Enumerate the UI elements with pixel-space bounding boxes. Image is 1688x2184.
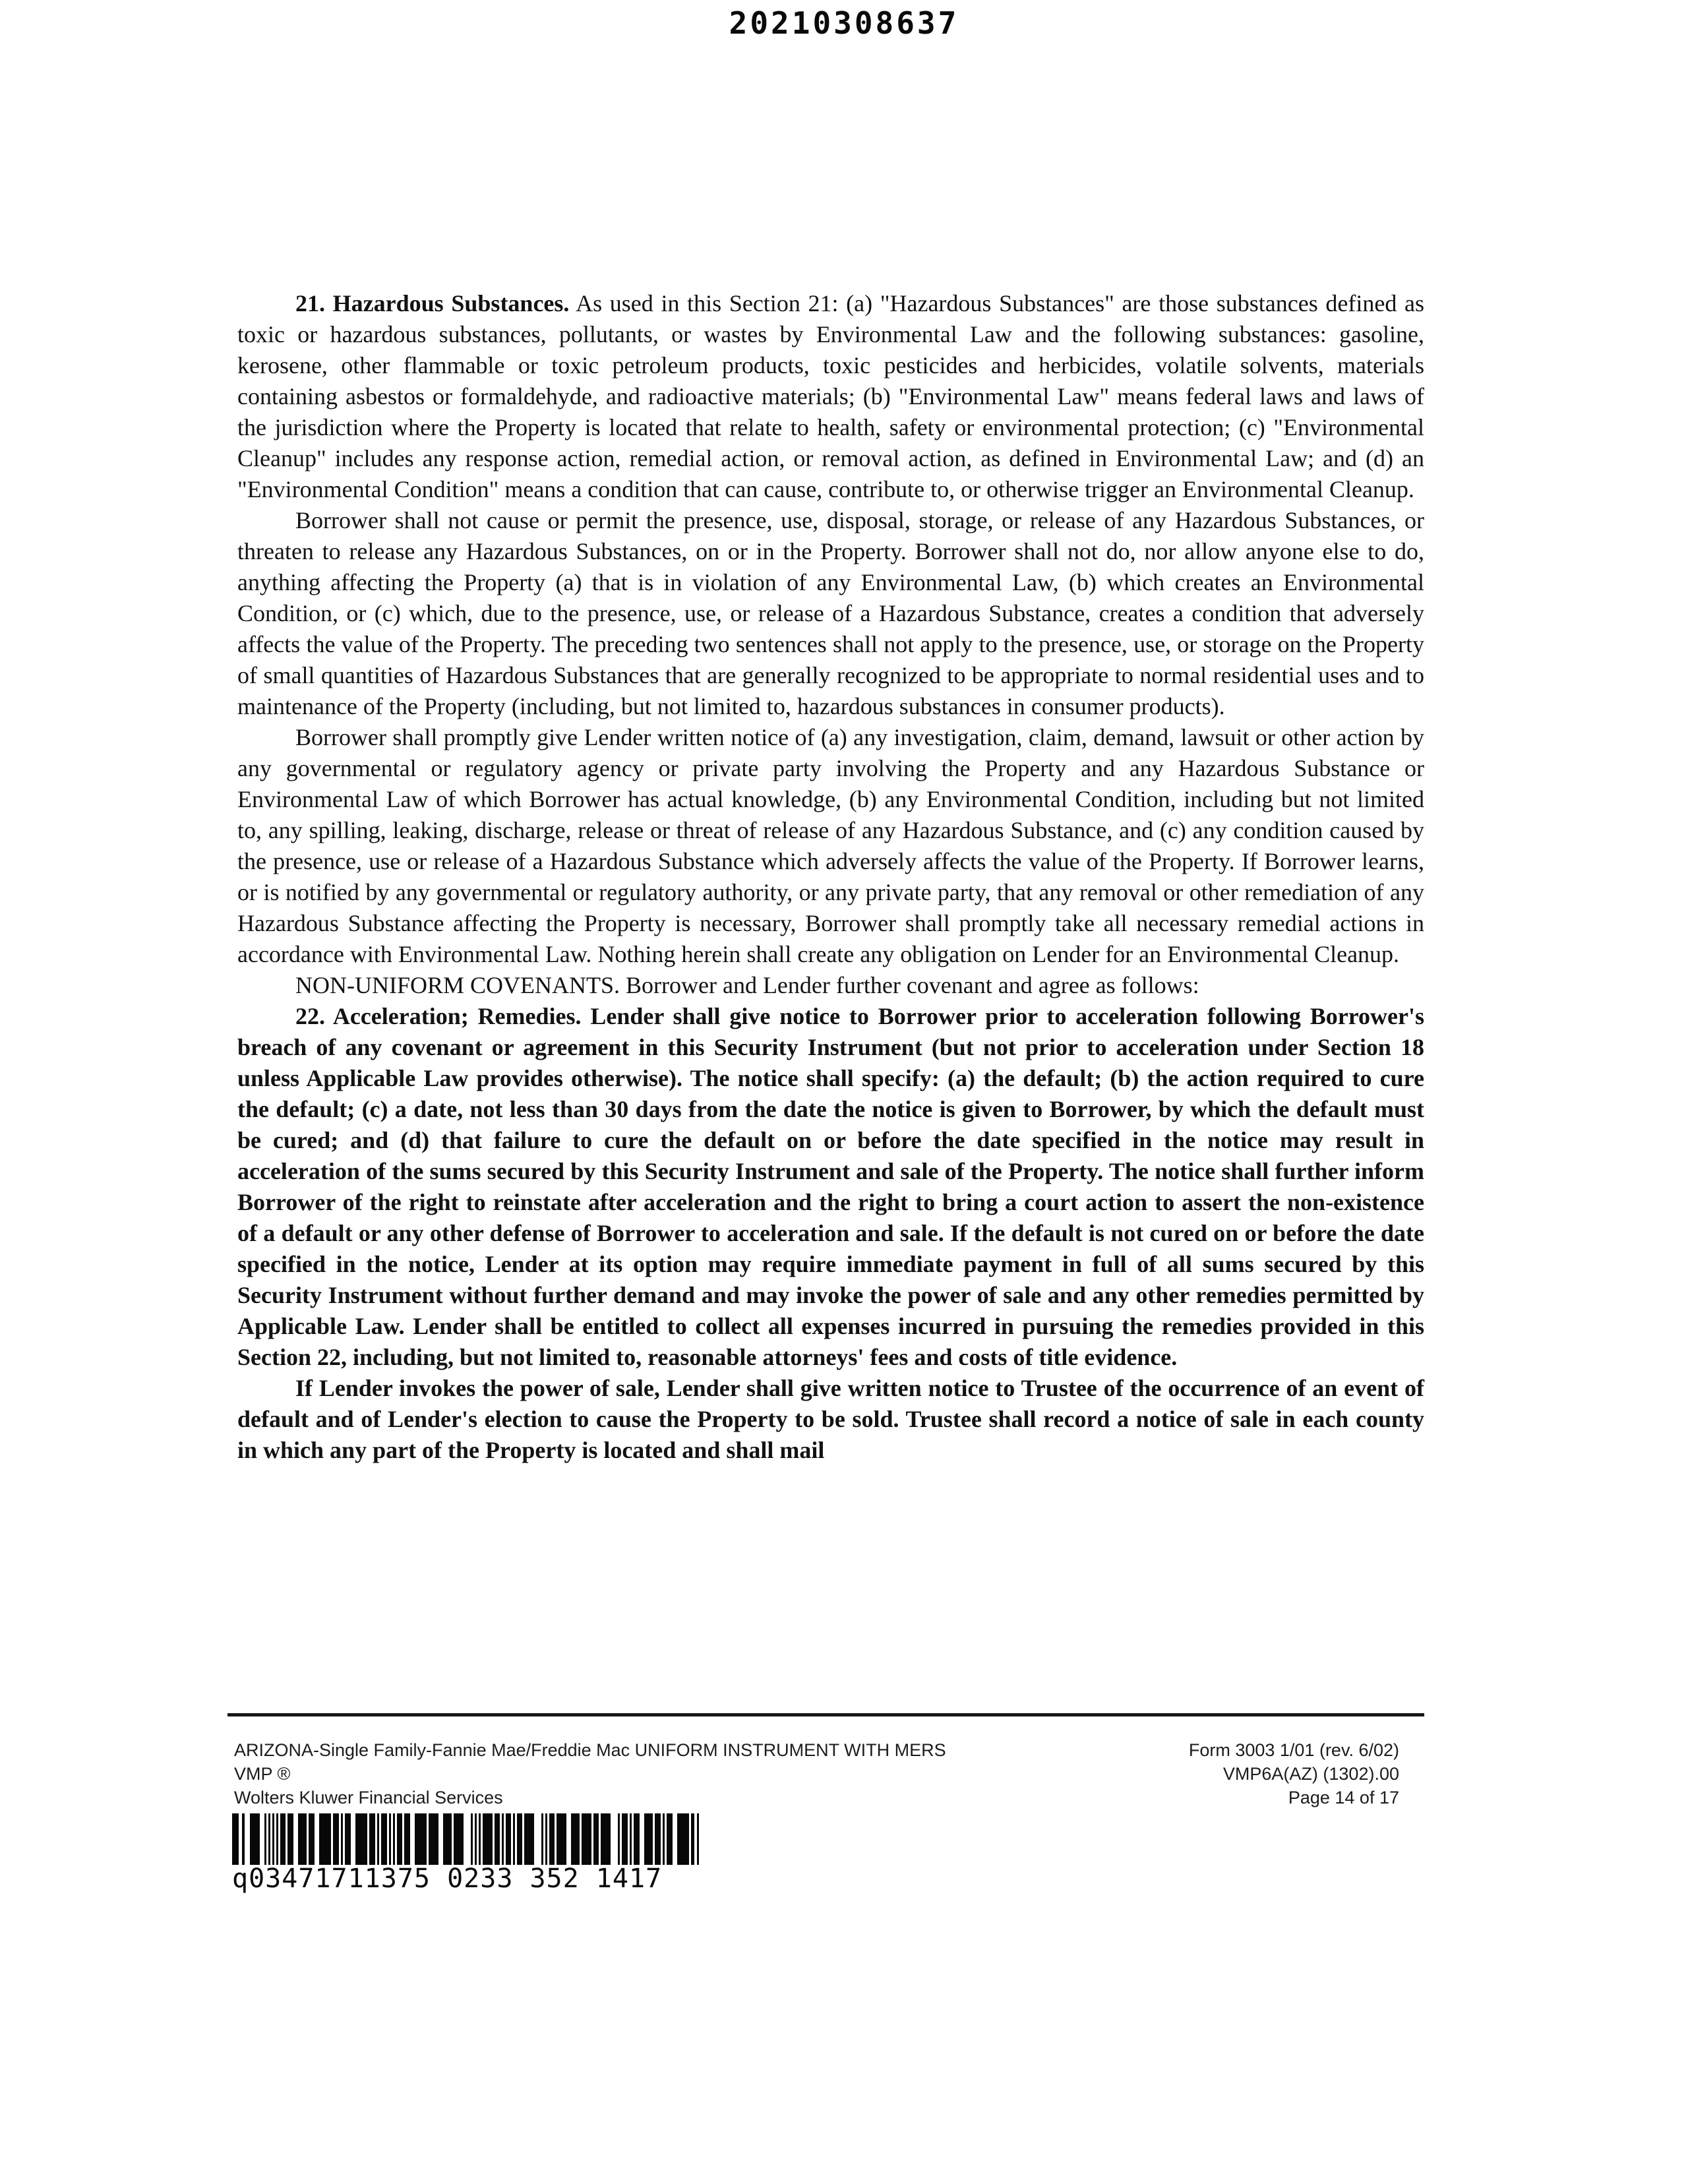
barcode-bar (557, 1813, 566, 1865)
barcode-gap (534, 1813, 541, 1865)
paragraph (237, 505, 1424, 722)
barcode-bar (454, 1813, 464, 1865)
barcode-bar (667, 1813, 673, 1865)
barcode-bar (549, 1813, 555, 1865)
footer-page-number: Page 14 of 17 (1288, 1788, 1399, 1807)
barcode-gap (464, 1813, 471, 1865)
barcode-gap (315, 1813, 319, 1865)
barcode-gap (260, 1813, 264, 1865)
barcode-bar (495, 1813, 500, 1865)
barcode-bar (309, 1813, 315, 1865)
barcode-bar (524, 1813, 534, 1865)
paragraph (237, 722, 1424, 970)
paragraph (237, 970, 1424, 1001)
barcode-bar (250, 1813, 260, 1865)
paragraph-text: Borrower shall not cause or permit the presence, use, disposal, storage, or release of any Hazardous Substances, or threaten to release any Hazardous Substances, on or in the Property. Borrower shall not do, nor allow anyone else to do, anything affecting the Property (a) that is in violation of any Environmental Law, (b) which creates an Environmental Condition, or (c) which, due to the presence, use, or release of a Hazardous Substance, creates a condition that adversely affects the value of the Property. The preceding two sentences shall not apply to the presence, use, or storage on the Property of small quantities of Hazardous Substances that are generally recognized to be appropriate to normal residential uses and to maintenance of the Property (including, but not limited to, hazardous substances in consumer products). (237, 507, 1424, 719)
barcode-bar (443, 1813, 452, 1865)
barcode-bar (622, 1813, 628, 1865)
barcode-bar (415, 1813, 427, 1865)
barcode-bar (280, 1813, 286, 1865)
barcode-bar (571, 1813, 580, 1865)
barcode-bar (601, 1813, 611, 1865)
barcode-bar (593, 1813, 599, 1865)
document-body (237, 288, 1424, 1466)
barcode-bar (677, 1813, 689, 1865)
barcode-bar (333, 1813, 339, 1865)
barcode-bar (483, 1813, 493, 1865)
barcode-gap (351, 1813, 355, 1865)
barcode-gap (410, 1813, 415, 1865)
barcode-bar (381, 1813, 387, 1865)
barcode-gap (673, 1813, 677, 1865)
barcode-bar (697, 1813, 699, 1865)
paragraph-text: Borrower shall promptly give Lender written notice of (a) any investigation, claim, demand, lawsuit or other action by any governmental or regulatory agency or private party involving the Property and any Hazardous Substance or Environmental Law of which Borrower has actual knowledge, (b) any Environmental Condition, including but not limited to, any spilling, leaking, discharge, release or threat of release of any Hazardous Substance, and (c) any condition caused by the presence, use or release of a Hazardous Substance which adversely affects the value of the Property. If Borrower learns, or is notified by any governmental or regulatory authority, or any private party, that any removal or other remediation of any Hazardous Substance affecting the Property is necessary, Borrower shall promptly take all necessary remedial actions in accordance with Environmental Law. Nothing herein shall create any obligation on Lender for an Environmental Cleanup. (237, 724, 1424, 967)
footer-services-label: Wolters Kluwer Financial Services (234, 1788, 503, 1807)
barcode-bar (517, 1813, 522, 1865)
barcode-bar (298, 1813, 307, 1865)
paragraph-text: As used in this Section 21: (a) "Hazardous Substances" are those substances defined as toxic or hazardous substances, pollutants, or wastes by Environmental Law and the following substances: gasoline, kerosene, other flammable or toxic petroleum products, toxic pesticides and herbicides, volatile solvents, materials containing asbestos or formaldehyde, and radioactive materials; (b) "Environmental Law" means federal laws and laws of the jurisdiction where the Property is located that relate to health, safety or environmental protection; (c) "Environmental Cleanup" includes any response action, remedial action, or removal action, as defined in Environmental Law; and (d) an "Environmental Condition" means a condition that can cause, contribute to, or otherwise trigger an Environmental Cleanup. (237, 290, 1424, 502)
barcode-gap (566, 1813, 571, 1865)
footer-instrument-title: ARIZONA-Single Family-Fannie Mae/Freddie Mac UNIFORM INSTRUMENT WITH MERS (234, 1740, 946, 1760)
barcode-bar (287, 1813, 293, 1865)
barcode-bar (397, 1813, 402, 1865)
footer-form-number: Form 3003 1/01 (rev. 6/02) (1188, 1740, 1399, 1760)
barcode-bar (506, 1813, 511, 1865)
barcode-bar (582, 1813, 591, 1865)
barcode-label: q03471711375 0233 352 1417 (232, 1864, 663, 1894)
barcode-bar (655, 1813, 661, 1865)
barcode-gap (640, 1813, 644, 1865)
document-number: 20210308637 (729, 5, 959, 41)
barcode-bar (345, 1813, 351, 1865)
barcode-bar (232, 1813, 239, 1865)
barcode-bar (404, 1813, 410, 1865)
paragraph (237, 1001, 1424, 1373)
footer-form-code: VMP6A(AZ) (1302).00 (1222, 1764, 1399, 1784)
paragraph (237, 1373, 1424, 1466)
paragraph-text: NON-UNIFORM COVENANTS. Borrower and Lender further covenant and agree as follows: (295, 972, 1199, 998)
barcode-bar (644, 1813, 653, 1865)
footer-left-block (234, 1738, 946, 1809)
paragraph-bold-text: If Lender invokes the power of sale, Lender shall give written notice to Trustee of the occurrence of an event of default and of Lender's election to cause the Property to be sold. Trustee shall record a notice of sale in each county in which any part of the Property is located and shall mail (237, 1375, 1424, 1463)
barcode-bar (319, 1813, 331, 1865)
barcode-gap (293, 1813, 298, 1865)
barcode-bar (355, 1813, 367, 1865)
barcode (232, 1813, 699, 1865)
footer-right-block (1189, 1738, 1399, 1809)
barcode-gap (245, 1813, 250, 1865)
barcode-gap (611, 1813, 618, 1865)
barcode-bar (369, 1813, 375, 1865)
paragraph (237, 288, 1424, 505)
barcode-bar (634, 1813, 640, 1865)
paragraph-bold-text: 22. Acceleration; Remedies. Lender shall give notice to Borrower prior to acceleration following Borrower's breach of any covenant or agreement in this Security Instrument (but not prior to acceleration under Section 18 unless Applicable Law provides otherwise). The notice shall specify: (a) the default; (b) the action required to cure the default; (c) a date, not less than 30 days from the date the notice is given to Borrower, by which the default must be cured; and (d) that failure to cure the default on or before the date specified in the notice may result in acceleration of the sums secured by this Security Instrument and sale of the Property. The notice shall further inform Borrower of the right to reinstate after acceleration and the right to bring a court action to assert the non-existence of a default or any other defense of Borrower to acceleration and sale. If the default is not cured on or before the date specified in the notice, Lender at its option may require immediate payment in full of all sums secured by this Security Instrument without further demand and may invoke the power of sale and any other remedies permitted by Applicable Law. Lender shall be entitled to collect all expenses incurred in pursuing the remedies provided in this Section 22, including, but not limited to, reasonable attorneys' fees and costs of title evidence. (237, 1003, 1424, 1370)
barcode-gap (438, 1813, 443, 1865)
footer-divider-rule (227, 1713, 1424, 1716)
paragraph-bold-text: 21. Hazardous Substances. (295, 290, 570, 317)
barcode-bar (429, 1813, 438, 1865)
footer-vmp-label: VMP ® (234, 1764, 291, 1784)
